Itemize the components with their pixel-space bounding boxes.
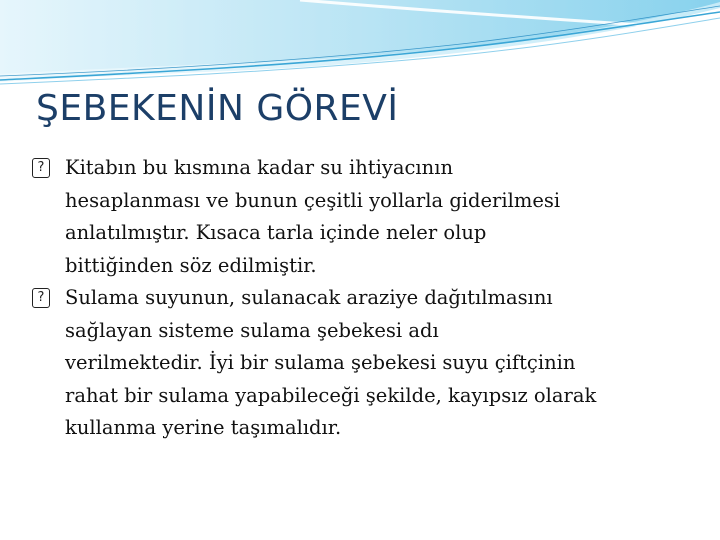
slide-title: ŞEBEKENİN GÖREVİ [36,88,399,129]
bullet-icon: ? [32,158,50,178]
text-line: verilmektedir. İyi bir sulama şebekesi suyu çiftçinin [65,351,576,374]
bullet-icon: ? [32,288,50,308]
text-line: Sulama suyunun, sulanacak araziye dağıtılmasını [65,286,553,309]
slide-body [32,152,692,445]
text-line: rahat bir sulama yapabileceği şekilde, kayıpsız olarak [65,383,597,407]
text-line: bittiğinden söz edilmiştir. [65,253,317,277]
text-line: kullanma yerine taşımalıdır. [65,416,342,439]
header-wave-decoration [0,0,720,95]
text-line: hesaplanması ve bunun çeşitli yollarla giderilmesi [65,188,561,212]
text-line: sağlayan sisteme sulama şebekesi adı [65,318,439,342]
text-line: Kitabın bu kısmına kadar su ihtiyacının [65,156,454,179]
bullet-paragraph-2 [32,282,692,445]
text-line: anlatılmıştır. Kısaca tarla içinde neler olup [65,221,487,244]
bullet-paragraph-1 [32,152,692,282]
